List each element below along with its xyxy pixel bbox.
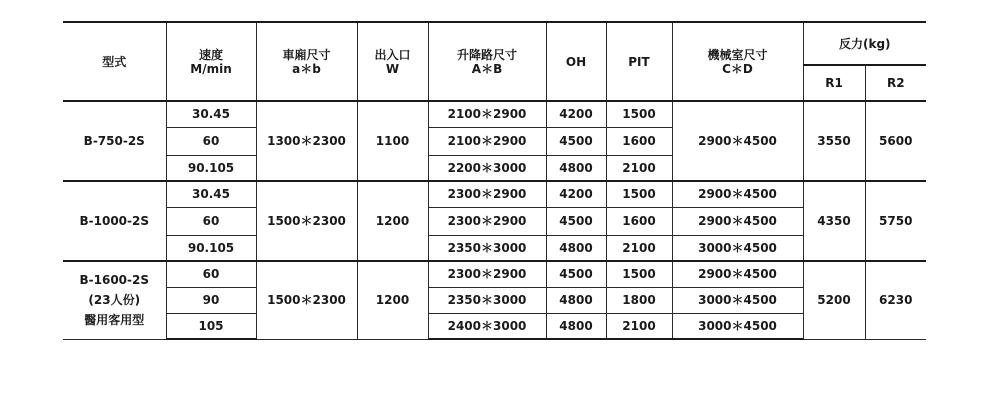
hoistway-cell: 2400＊3000 xyxy=(428,313,546,339)
machine-room-cell: 2900＊4500 xyxy=(672,181,803,207)
model-capacity: (23人份) xyxy=(88,293,141,308)
speed-cell: 90.105 xyxy=(166,155,256,181)
hoistway-cell: 2200＊3000 xyxy=(428,155,546,181)
hoistway-cell: 2350＊3000 xyxy=(428,235,546,261)
header-hoistway-sub: A＊B xyxy=(471,61,503,76)
car-size-cell: 1500＊2300 xyxy=(256,261,357,339)
r1-cell: 3550 xyxy=(803,101,865,181)
model-name: B-1600-2S xyxy=(79,273,149,288)
oh-cell: 4500 xyxy=(546,127,606,155)
header-car-size-label: 車廂尺寸 xyxy=(282,47,331,62)
r2-cell: 6230 xyxy=(865,261,926,339)
car-size-cell: 1500＊2300 xyxy=(256,181,357,261)
header-r1: R1 xyxy=(803,65,865,101)
oh-cell: 4200 xyxy=(546,181,606,207)
car-size-cell: 1300＊2300 xyxy=(256,101,357,181)
entrance-cell: 1200 xyxy=(357,261,428,339)
header-machine-room xyxy=(672,22,803,101)
pit-cell: 2100 xyxy=(606,313,672,339)
model-type: 醫用客用型 xyxy=(84,313,145,328)
r2-cell: 5750 xyxy=(865,181,926,261)
header-entrance-label: 出入口 xyxy=(374,47,411,62)
table-row xyxy=(63,181,926,207)
hoistway-cell: 2300＊2900 xyxy=(428,261,546,287)
oh-cell: 4800 xyxy=(546,313,606,339)
oh-cell: 4800 xyxy=(546,155,606,181)
hoistway-cell: 2300＊2900 xyxy=(428,181,546,207)
table-row xyxy=(63,235,926,261)
oh-cell: 4500 xyxy=(546,207,606,235)
header-speed-unit: M/min xyxy=(190,61,232,76)
model-cell xyxy=(63,261,166,339)
table-body xyxy=(63,101,926,339)
speed-cell: 90 xyxy=(166,287,256,313)
machine-room-cell: 3000＊4500 xyxy=(672,313,803,339)
machine-room-cell: 2900＊4500 xyxy=(672,207,803,235)
hoistway-cell: 2100＊2900 xyxy=(428,101,546,127)
pit-cell: 2100 xyxy=(606,155,672,181)
header-car-size xyxy=(256,22,357,101)
speed-cell: 90.105 xyxy=(166,235,256,261)
oh-cell: 4800 xyxy=(546,287,606,313)
speed-cell: 105 xyxy=(166,313,256,339)
hoistway-cell: 2300＊2900 xyxy=(428,207,546,235)
pit-cell: 1500 xyxy=(606,181,672,207)
header-entrance xyxy=(357,22,428,101)
machine-room-cell: 3000＊4500 xyxy=(672,235,803,261)
header-pit: PIT xyxy=(606,22,672,101)
oh-cell: 4800 xyxy=(546,235,606,261)
table-row xyxy=(63,287,926,313)
model-name: B-1000-2S xyxy=(79,214,149,228)
machine-room-cell: 2900＊4500 xyxy=(672,101,803,181)
speed-cell: 30.45 xyxy=(166,101,256,127)
header-r2: R2 xyxy=(865,65,926,101)
header-reaction: 反力(kg) xyxy=(803,22,926,65)
entrance-cell: 1100 xyxy=(357,101,428,181)
elevator-spec-table xyxy=(63,21,926,340)
header-machine-room-sub: C＊D xyxy=(722,61,753,76)
model-name: B-750-2S xyxy=(83,134,145,148)
table-row xyxy=(63,313,926,339)
pit-cell: 2100 xyxy=(606,235,672,261)
speed-cell: 60 xyxy=(166,127,256,155)
hoistway-cell: 2350＊3000 xyxy=(428,287,546,313)
machine-room-cell: 3000＊4500 xyxy=(672,287,803,313)
header-hoistway-label: 升降路尺寸 xyxy=(456,47,517,62)
entrance-cell: 1200 xyxy=(357,181,428,261)
r1-cell: 4350 xyxy=(803,181,865,261)
header-hoistway xyxy=(428,22,546,101)
oh-cell: 4200 xyxy=(546,101,606,127)
header-entrance-sub: W xyxy=(385,61,400,76)
model-cell xyxy=(63,181,166,261)
header-machine-room-label: 機械室尺寸 xyxy=(707,47,768,62)
speed-cell: 60 xyxy=(166,207,256,235)
pit-cell: 1600 xyxy=(606,207,672,235)
speed-cell: 30.45 xyxy=(166,181,256,207)
table-row xyxy=(63,101,926,127)
speed-cell: 60 xyxy=(166,261,256,287)
oh-cell: 4500 xyxy=(546,261,606,287)
model-cell xyxy=(63,101,166,181)
r2-cell: 5600 xyxy=(865,101,926,181)
pit-cell: 1600 xyxy=(606,127,672,155)
table-header xyxy=(63,22,926,101)
r1-cell: 5200 xyxy=(803,261,865,339)
header-model: 型式 xyxy=(63,22,166,101)
hoistway-cell: 2100＊2900 xyxy=(428,127,546,155)
machine-room-cell: 2900＊4500 xyxy=(672,261,803,287)
table-row xyxy=(63,207,926,235)
header-oh: OH xyxy=(546,22,606,101)
table-row xyxy=(63,261,926,287)
header-speed-label: 速度 xyxy=(198,47,223,62)
header-car-size-sub: a＊b xyxy=(292,61,321,76)
pit-cell: 1500 xyxy=(606,261,672,287)
header-speed xyxy=(166,22,256,101)
pit-cell: 1500 xyxy=(606,101,672,127)
pit-cell: 1800 xyxy=(606,287,672,313)
